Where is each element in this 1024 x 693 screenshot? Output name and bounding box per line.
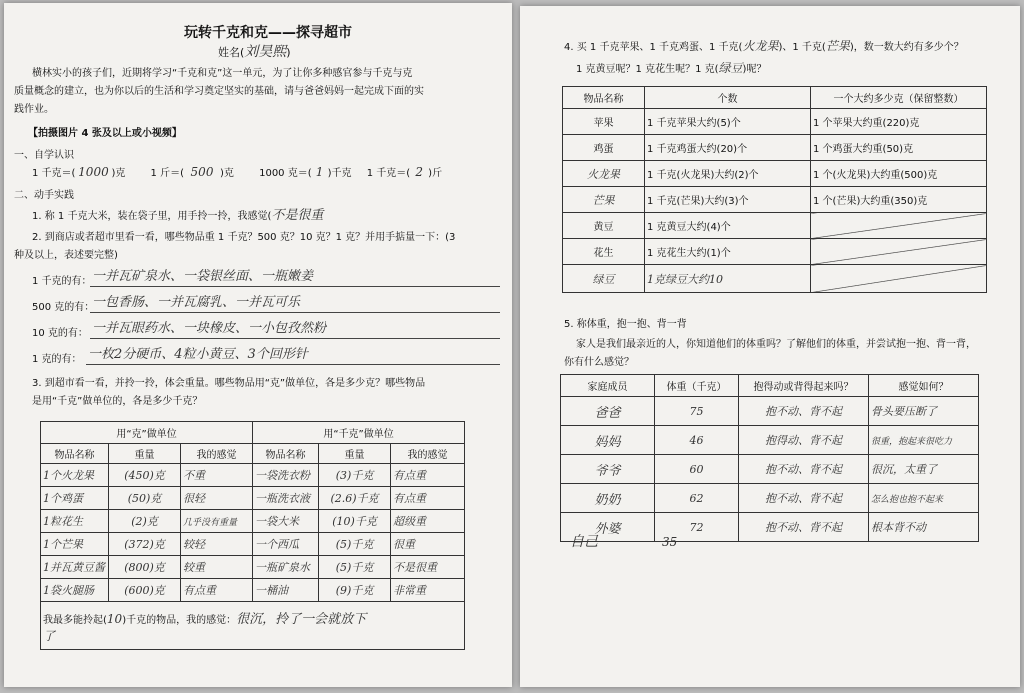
question-3-line-1: 3. 到超市看一看，并拎一拎，体会重量。哪些物品用“克”做单位，各是多少克？哪些物品	[32, 378, 426, 389]
col-item-name: 物品名称	[563, 87, 645, 109]
member-feeling: 骨头要压断了	[869, 397, 979, 426]
conv-answer-2: 500	[190, 165, 214, 179]
max-lift-feeling-label: )千克的物品，我的感觉：	[122, 615, 237, 626]
item-feeling: 非常重	[391, 579, 465, 602]
q4-fruit-1: 火龙果	[742, 39, 779, 53]
item-weight: (50)克	[109, 487, 181, 510]
q4-item-3: 绿豆	[718, 61, 743, 75]
question-2-line-1: 2. 到商店或者超市里看一看，哪些物品重 1 千克？500 克？10 克？1 克？并用手掂量一下：(3	[32, 232, 456, 243]
item-name: 绿豆	[563, 265, 645, 293]
item-feeling: 超级重	[391, 510, 465, 533]
item-name: 火龙果	[563, 161, 645, 187]
item-count: 1 千克苹果大约(5)个	[645, 109, 811, 135]
item-feeling: 较轻	[181, 533, 253, 556]
item-name: 黄豆	[563, 213, 645, 239]
item-weight: (600)克	[109, 579, 181, 602]
conv-unit-4: )斤	[428, 168, 443, 179]
item-feeling: 不重	[181, 464, 253, 487]
name-label: 姓名(	[218, 46, 245, 59]
max-lift-value: 10	[106, 612, 123, 626]
q4-text-b: )、1 千克(	[778, 42, 826, 53]
member-weight: 60	[655, 455, 739, 484]
member-feeling: 很沉，太重了	[869, 455, 979, 484]
right-worksheet-page	[520, 6, 1020, 687]
col-weight-each: 一个大约多少克（保留整数）	[811, 87, 987, 109]
conv-label-1: 1 千克＝(	[32, 168, 76, 179]
col-weight: 重量	[319, 444, 391, 464]
item-weight: (2)克	[109, 510, 181, 533]
10g-answer: 一并瓦眼药水、一块橡皮、一小包孜然粉	[92, 321, 327, 336]
supermarket-weight-table	[40, 421, 465, 650]
item-count: 1克绿豆大约10	[645, 265, 811, 293]
item-weight-each: 1 个(芒果)大约重(350)克	[811, 187, 987, 213]
member-weight: 62	[655, 484, 739, 513]
item-name: 1袋火腿肠	[41, 579, 109, 602]
answer-underline	[90, 338, 500, 339]
item-name: 一瓶矿泉水	[253, 556, 319, 579]
question-1-text: 1. 称 1 千克大米，装在袋子里，用手拎一拎，我感觉(	[32, 211, 272, 222]
member-weight: 46	[655, 426, 739, 455]
member-liftable: 抱不动、背不起	[739, 455, 869, 484]
item-name: 一桶油	[253, 579, 319, 602]
500g-answer: 一包香肠、一并瓦腐乳、一并瓦可乐	[92, 295, 301, 310]
table-row	[563, 109, 987, 135]
one-kg-label: 1 千克的有：	[32, 276, 92, 287]
item-weight: (3)千克	[319, 464, 391, 487]
member-liftable: 抱得动、背不起	[739, 426, 869, 455]
table-row	[563, 239, 987, 265]
self-member-weight: 35	[662, 535, 678, 549]
member-feeling: 怎么抱也抱不起来	[869, 484, 979, 513]
item-count: 1 千克(芒果)大约(3)个	[645, 187, 811, 213]
q4-text-d: 1 克黄豆呢？1 克花生呢？1 克(	[576, 64, 719, 75]
item-weight: (2.6)千克	[319, 487, 391, 510]
crossed-out-cell	[811, 213, 987, 239]
col-feeling: 感觉如何？	[869, 375, 979, 397]
question-1	[32, 209, 323, 223]
table-row	[561, 397, 979, 426]
table-row	[563, 187, 987, 213]
intro-line-2: 质量概念的建立，也为你以后的生活和学习奠定坚实的基础，请与爸爸妈妈一起完成下面的实	[14, 86, 424, 97]
count-per-kg-table	[562, 86, 987, 293]
item-feeling: 很重	[391, 533, 465, 556]
col-item-name: 物品名称	[41, 444, 109, 464]
item-weight-each: 1 个苹果大约重(220)克	[811, 109, 987, 135]
item-feeling: 很轻	[181, 487, 253, 510]
section-5-line-2: 你有什么感觉？	[564, 357, 634, 368]
item-weight: (9)千克	[319, 579, 391, 602]
table-row	[41, 464, 465, 487]
item-feeling: 有点重	[181, 579, 253, 602]
item-name: 1个火龙果	[41, 464, 109, 487]
item-name: 花生	[563, 239, 645, 265]
conv-answer-4: 2	[415, 165, 423, 179]
item-weight: (5)千克	[319, 533, 391, 556]
item-name: 1粒花生	[41, 510, 109, 533]
gram-group-header: 用“克”做单位	[41, 422, 253, 444]
item-name: 鸡蛋	[563, 135, 645, 161]
conv-label-3: 1000 克＝(	[259, 168, 312, 179]
member-feeling: 根本背不动	[869, 513, 979, 542]
item-feeling: 较重	[181, 556, 253, 579]
q4-text-e: )呢？	[742, 64, 767, 75]
section-5-heading: 5. 称体重，抱一抱、背一背	[564, 319, 687, 330]
answer-underline	[86, 364, 500, 365]
item-count: 1 克花生大约(1)个	[645, 239, 811, 265]
col-item-name: 物品名称	[253, 444, 319, 464]
item-name: 一袋洗衣粉	[253, 464, 319, 487]
section-1-heading: 一、自学认识	[14, 150, 74, 161]
col-count: 个数	[645, 87, 811, 109]
table-row	[563, 265, 987, 293]
self-member-name: 自己	[570, 534, 598, 550]
worksheet-title: 玩转千克和克——探寻超市	[184, 25, 352, 41]
table-row	[561, 484, 979, 513]
q4-text-a: 4. 买 1 千克苹果、1 千克鸡蛋、1 千克(	[564, 42, 743, 53]
item-name: 苹果	[563, 109, 645, 135]
section-2-heading: 二、动手实践	[14, 190, 74, 201]
family-weight-table	[560, 374, 979, 542]
table-row	[41, 533, 465, 556]
conv-answer-3: 1	[315, 165, 324, 179]
item-count: 1 千克鸡蛋大约(20)个	[645, 135, 811, 161]
name-close: )	[286, 46, 291, 59]
conv-label-2: 1 斤＝(	[150, 168, 184, 179]
conv-unit-2: )克	[220, 168, 234, 179]
1g-label: 1 克的有：	[32, 354, 82, 365]
table-row	[41, 510, 465, 533]
col-feeling: 我的感觉	[181, 444, 253, 464]
member-name: 外婆	[561, 513, 655, 542]
question-2-line-2: 种及以上，表述要完整)	[14, 250, 118, 261]
col-family-member: 家庭成员	[561, 375, 655, 397]
crossed-out-cell	[811, 239, 987, 265]
item-weight-each: 1 个(火龙果)大约重(500)克	[811, 161, 987, 187]
item-feeling: 有点重	[391, 487, 465, 510]
intro-line-3: 践作业。	[14, 104, 54, 115]
500g-label: 500 克的有：	[32, 302, 95, 313]
item-weight: (5)千克	[319, 556, 391, 579]
q4-text-c: )，数一数大约有多少个？	[849, 42, 964, 53]
item-count: 1 克黄豆大约(4)个	[645, 213, 811, 239]
conv-answer-1: 1000	[78, 165, 109, 179]
conversion-row	[32, 166, 442, 180]
member-liftable: 抱不动、背不起	[739, 484, 869, 513]
item-name: 1个芒果	[41, 533, 109, 556]
student-name: 刘昊熙	[244, 44, 287, 60]
member-name: 妈妈	[561, 426, 655, 455]
item-weight-each: 1 个鸡蛋大约重(50)克	[811, 135, 987, 161]
table-footer-row	[41, 602, 465, 650]
member-name: 爸爸	[561, 397, 655, 426]
photo-note: 【拍摄图片 4 张及以上或小视频】	[28, 128, 182, 139]
table-row	[561, 513, 979, 542]
max-lift-feeling-cont: 了	[43, 629, 56, 643]
table-row	[41, 487, 465, 510]
answer-underline	[90, 286, 500, 287]
answer-underline	[90, 312, 500, 313]
intro-line-1: 横林实小的孩子们，近期将学习“千克和克”这一单元，为了让你多种感官参与千克与克	[32, 68, 413, 79]
item-weight: (372)克	[109, 533, 181, 556]
table-row	[41, 556, 465, 579]
item-weight: (450)克	[109, 464, 181, 487]
conv-label-4: 1 千克＝(	[366, 168, 411, 179]
question-4-line-1	[564, 40, 964, 54]
item-weight: (10)千克	[319, 510, 391, 533]
table-row	[561, 426, 979, 455]
table-row	[563, 213, 987, 239]
item-name: 一瓶洗衣液	[253, 487, 319, 510]
item-name: 芒果	[563, 187, 645, 213]
col-weight: 重量	[109, 444, 181, 464]
member-weight: 72	[655, 513, 739, 542]
col-can-lift: 抱得动或背得起来吗？	[739, 375, 869, 397]
kilogram-group-header: 用“千克”做单位	[253, 422, 465, 444]
member-feeling: 很重，抱起来很吃力	[869, 426, 979, 455]
conv-unit-1: )克	[111, 168, 126, 179]
item-feeling: 有点重	[391, 464, 465, 487]
member-liftable: 抱不动、背不起	[739, 513, 869, 542]
1g-answer: 一枚2分硬币、4粒小黄豆、3个回形针	[88, 347, 308, 362]
max-lift-text: 我最多能拎起(	[43, 615, 107, 626]
question-3-line-2: 是用“千克”做单位的，各是多少千克？	[32, 396, 203, 407]
col-feeling: 我的感觉	[391, 444, 465, 464]
item-name: 一袋大米	[253, 510, 319, 533]
question-1-answer: 不是很重	[271, 208, 324, 223]
crossed-out-cell	[811, 265, 987, 293]
item-name: 1个鸡蛋	[41, 487, 109, 510]
item-count: 1 千克(火龙果)大约(2)个	[645, 161, 811, 187]
max-lift-feeling: 很沉，拎了一会就放下	[236, 612, 367, 627]
member-weight: 75	[655, 397, 739, 426]
member-liftable: 抱不动、背不起	[739, 397, 869, 426]
item-feeling: 几乎没有重量	[181, 510, 253, 533]
name-row	[218, 46, 291, 59]
left-worksheet-page	[4, 3, 512, 687]
one-kg-answer: 一并瓦矿泉水、一袋银丝面、一瓶嫩姜	[92, 269, 314, 284]
col-body-weight: 体重（千克）	[655, 375, 739, 397]
item-weight: (800)克	[109, 556, 181, 579]
table-row	[563, 135, 987, 161]
q4-fruit-2: 芒果	[825, 39, 850, 53]
question-4-line-2	[576, 62, 766, 76]
section-5-line-1: 家人是我们最亲近的人，你知道他们的体重吗？了解他们的体重，并尝试抱一抱、背一背，	[576, 339, 976, 350]
member-name: 奶奶	[561, 484, 655, 513]
10g-label: 10 克的有：	[32, 328, 88, 339]
item-name: 一个西瓜	[253, 533, 319, 556]
table-row	[561, 455, 979, 484]
max-lift-cell	[41, 602, 465, 650]
table-row	[563, 161, 987, 187]
item-feeling: 不是很重	[391, 556, 465, 579]
table-row	[41, 579, 465, 602]
item-name: 1并瓦黄豆酱	[41, 556, 109, 579]
conv-unit-3: )千克	[327, 168, 352, 179]
member-name: 爷爷	[561, 455, 655, 484]
